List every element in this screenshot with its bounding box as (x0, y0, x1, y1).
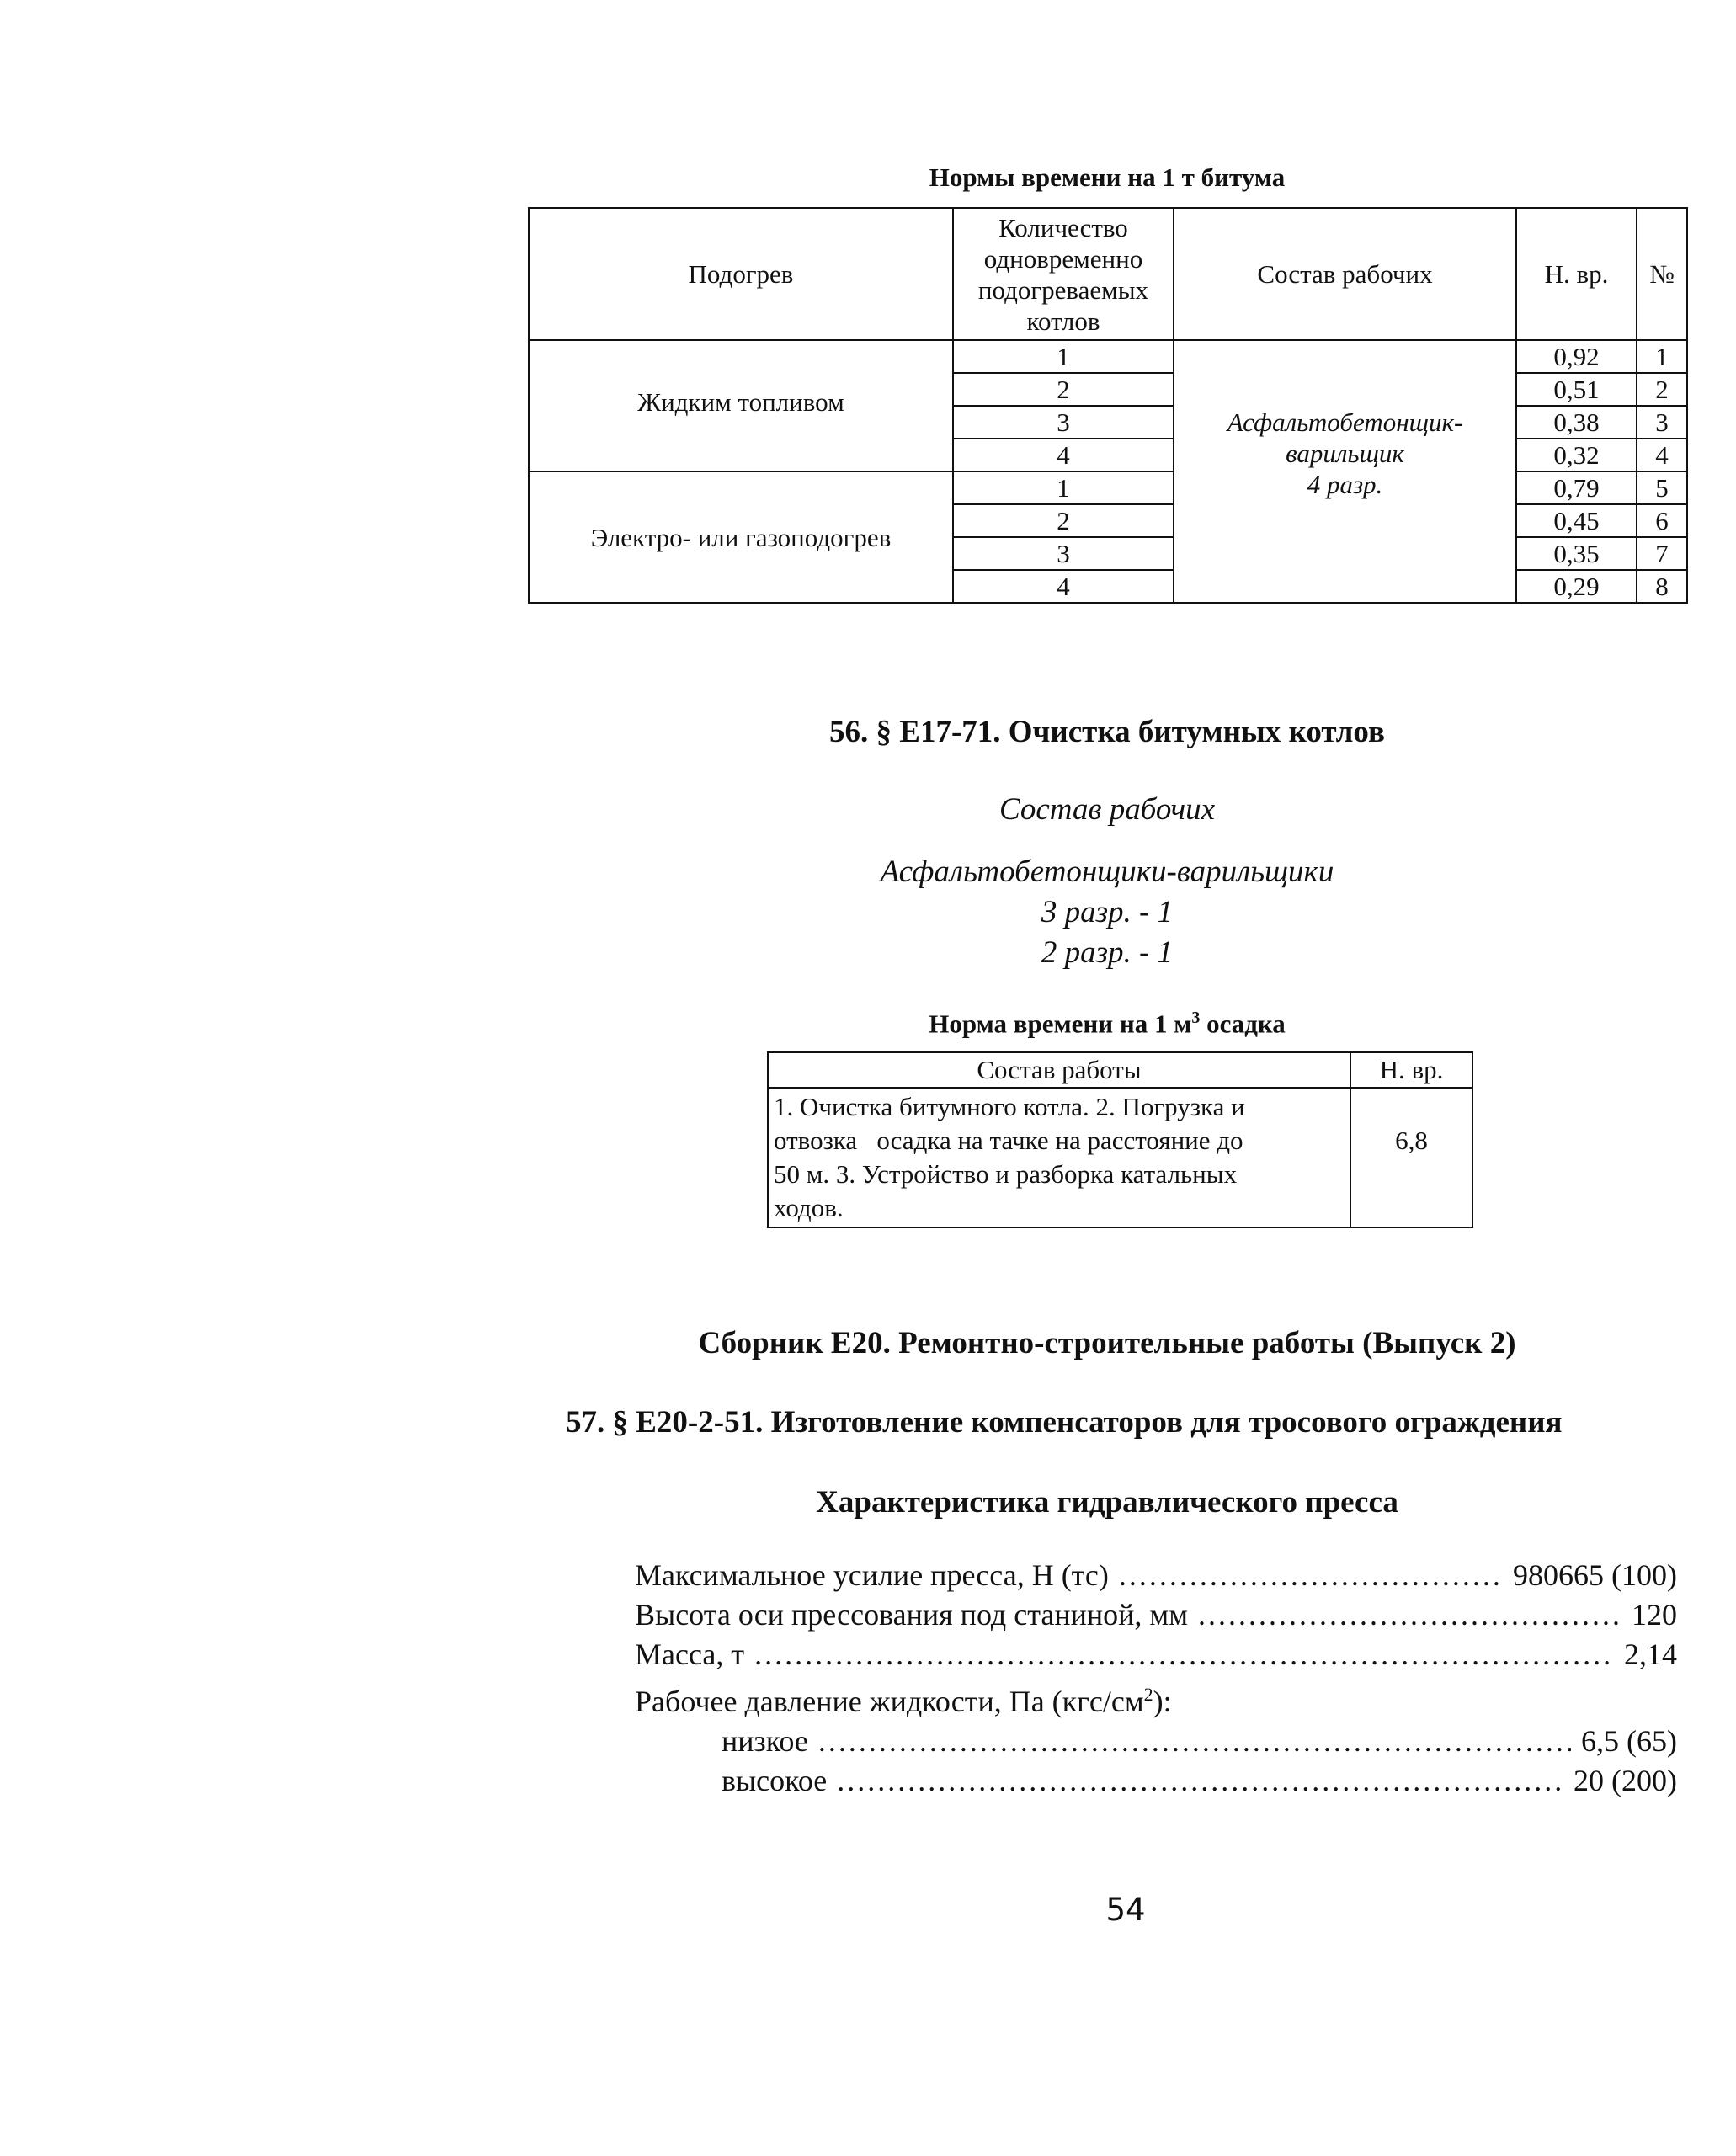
crew-line: варильщик (1286, 439, 1404, 468)
spec-row (635, 1595, 1677, 1635)
leader-dots (754, 1635, 1614, 1674)
header-work: Состав работы (768, 1052, 1350, 1088)
header-num: № (1637, 208, 1687, 340)
norm-cell: 0,79 (1516, 471, 1637, 504)
norm-cell: 0,32 (1516, 439, 1637, 471)
boilers-cell: 2 (953, 373, 1174, 406)
leader-dots (1198, 1595, 1622, 1635)
table2-title (528, 1009, 1686, 1039)
pressure-label: высокое (722, 1764, 828, 1797)
spec-label: Масса, т (635, 1637, 745, 1671)
crew-cell (1174, 340, 1516, 603)
group-liquid-fuel: Жидким топливом (529, 340, 953, 471)
pressure-heading-sup: 2 (1143, 1684, 1153, 1705)
header-crew: Состав рабочих (1174, 208, 1516, 340)
boilers-cell: 4 (953, 570, 1174, 603)
header-norm: Н. вр. (1350, 1052, 1472, 1088)
group-electric-gas: Электро- или газоподогрев (529, 471, 953, 603)
pressure-heading (635, 1674, 1677, 1722)
num-cell: 2 (1637, 373, 1687, 406)
num-cell: 1 (1637, 340, 1687, 373)
section57-subheading: Характеристика гидравлического пресса (816, 1485, 1398, 1520)
work-description (768, 1088, 1350, 1227)
pressure-row (635, 1761, 1677, 1801)
boilers-cell: 1 (953, 471, 1174, 504)
table2-title-sup: 3 (1191, 1009, 1201, 1027)
section56-heading: 56. § Е17-71. Очистка битумных котлов (829, 715, 1385, 749)
pressure-label: низкое (722, 1724, 808, 1758)
pressure-heading-post: ): (1153, 1685, 1172, 1718)
leader-dots (1119, 1556, 1503, 1595)
norm-cell: 0,92 (1516, 340, 1637, 373)
section56-crew-title: Состав рабочих (998, 792, 1216, 827)
page-number: 54 (1105, 1892, 1146, 1928)
table2-title-text: Норма времени на 1 м (929, 1009, 1192, 1039)
norm-cell: 0,38 (1516, 406, 1637, 439)
press-specs (635, 1556, 1677, 1801)
boilers-cell: 3 (953, 537, 1174, 570)
num-cell: 5 (1637, 471, 1687, 504)
leader-dots (818, 1722, 1571, 1761)
spec-row (635, 1635, 1677, 1674)
num-cell: 3 (1637, 406, 1687, 439)
table2-title-post: осадка (1200, 1009, 1286, 1039)
work-line: 50 м. 3. Устройство и разборка катальных (774, 1159, 1238, 1189)
norm-cell: 0,51 (1516, 373, 1637, 406)
pressure-heading-text: Рабочее давление жидкости, Па (кгс/см (635, 1685, 1144, 1718)
norm-cell: 0,35 (1516, 537, 1637, 570)
boilers-cell: 4 (953, 439, 1174, 471)
collection-heading: Сборник Е20. Ремонтно-строительные работы (Выпуск 2) (698, 1326, 1516, 1360)
work-norm: 6,8 (1350, 1088, 1472, 1227)
spec-value: 120 (1632, 1598, 1677, 1632)
work-line: ходов. (774, 1193, 844, 1222)
boilers-cell: 2 (953, 504, 1174, 537)
section56-grade2: 2 разр. - 1 (1041, 935, 1174, 970)
work-line: 1. Очистка битумного котла. 2. Погрузка и (774, 1092, 1245, 1121)
boilers-cell: 1 (953, 340, 1174, 373)
norm-cell: 0,29 (1516, 570, 1637, 603)
section57-heading: 57. § Е20-2-51. Изготовление компенсаторов для тросового ограждения (566, 1405, 1563, 1440)
pressure-value: 6,5 (65) (1581, 1724, 1677, 1758)
leader-dots (837, 1761, 1563, 1801)
pressure-row (635, 1722, 1677, 1761)
header-norm: Н. вр. (1516, 208, 1637, 340)
spec-value: 2,14 (1624, 1637, 1677, 1671)
crew-line: Асфальтобетонщик- (1227, 407, 1463, 437)
num-cell: 8 (1637, 570, 1687, 603)
work-line: отвозка осадка на тачке на расстояние до (774, 1126, 1243, 1155)
num-cell: 4 (1637, 439, 1687, 471)
spec-label: Высота оси прессования под станиной, мм (635, 1598, 1188, 1632)
header-heating: Подогрев (529, 208, 953, 340)
spec-label: Максимальное усилие пресса, Н (тс) (635, 1558, 1109, 1592)
crew-line: 4 разр. (1307, 470, 1383, 499)
spec-row (635, 1556, 1677, 1595)
sediment-norm-table (767, 1051, 1473, 1228)
header-boilers: Количество одновременно подогреваемых котлов (953, 208, 1174, 340)
num-cell: 7 (1637, 537, 1687, 570)
pressure-value: 20 (200) (1574, 1764, 1677, 1797)
section56-grade3: 3 разр. - 1 (1041, 895, 1174, 929)
table1-title: Нормы времени на 1 т битума (929, 162, 1286, 192)
norms-table (528, 207, 1688, 604)
spec-value: 980665 (100) (1513, 1558, 1677, 1592)
num-cell: 6 (1637, 504, 1687, 537)
norm-cell: 0,45 (1516, 504, 1637, 537)
boilers-cell: 3 (953, 406, 1174, 439)
section56-crew-name: Асфальтобетонщики-варильщики (880, 854, 1334, 889)
